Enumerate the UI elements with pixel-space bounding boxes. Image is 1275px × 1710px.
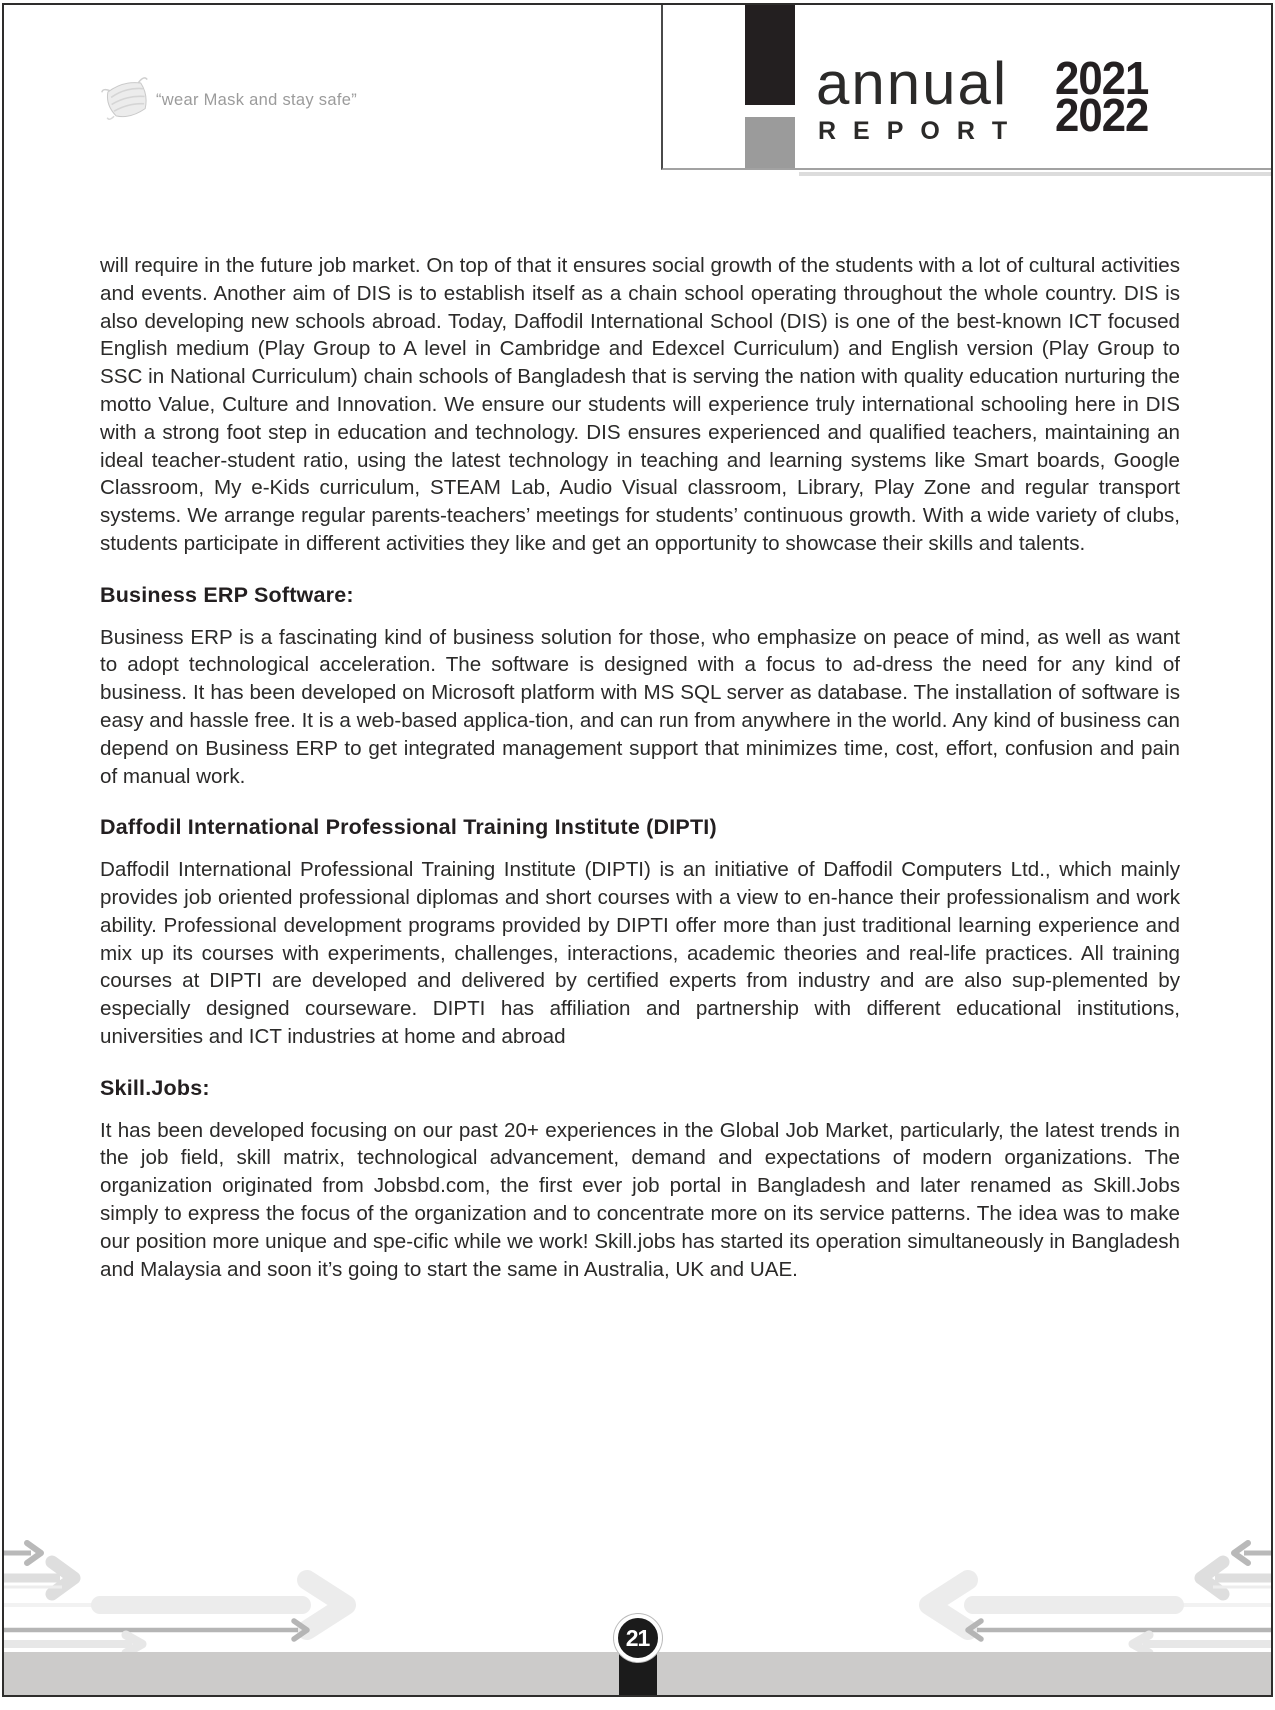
- report-page: [2, 3, 1273, 1697]
- year-top: 2021: [1055, 52, 1149, 104]
- masthead-years: [1055, 52, 1149, 141]
- page-number-badge: [614, 1614, 662, 1662]
- masthead-gray-block: [745, 117, 795, 168]
- arrows-right-icon: [4, 1540, 364, 1652]
- face-mask-icon: [97, 70, 158, 130]
- paragraph-business-erp: Business ERP is a fascinating kind of business solution for those, who emphasize on peace of mind, as well as want to adopt technological acceleration. The software is designed with a focus to ad-dress the need for any kind of business. It has been developed on Microsoft platform with MS SQL server as database. The installation of software is easy and hassle free. It is a web-based applica-tion, and can run from anywhere in the world. Any kind of business can depend on Business ERP to get integrated management support that minimizes time, cost, effort, confusion and pain of manual work.: [100, 625, 1180, 788]
- section-heading-skill-jobs: Skill.Jobs:: [100, 1075, 210, 1100]
- annual-report-masthead: [661, 5, 1271, 170]
- masthead-title-annual: annual: [816, 50, 1009, 117]
- section-heading-dipti: Daffodil International Professional Training Institute (DIPTI): [100, 815, 717, 840]
- page-body: [100, 252, 1180, 1283]
- paragraph-dipti: Daffodil International Professional Training Institute (DIPTI) is an initiative of Daffodil Computers Ltd., which mainly provides job oriented professional diplomas and short courses with a view to en-hance their professionalism and work ability. Professional development programs provided by DIPTI offer more than just traditional learning experience and mix up its courses with experiments, challenges, interactions, academic theories and real-life practices. All training courses at DIPTI are developed and delivered by certified experts from industry and are also sup-plemented by especially designed courseware. DIPTI has affiliation and partnership with different educational institutions, universities and ICT industries at home and abroad: [100, 858, 1180, 1048]
- paragraph-dis-overview: will require in the future job market. On top of that it ensures social growth of the students with a lot of cultural activities and events. Another aim of DIS is to establish itself as a chain school operating throughout the whole country. DIS is also developing new schools abroad. Today, Daffodil International School (DIS) is one of the best-known ICT focused English medium (Play Group to A level in Cambridge and Edexcel Curriculum) and English version (Play Group to SSC in National Curriculum) chain schools of Bangladesh that is serving the nation with quality education nurturing the motto Value, Culture and Innovation. We ensure our students will experience truly international schooling here in DIS with a strong foot step in education and technology. DIS ensures experienced and qualified teachers, maintaining an ideal teacher-student ratio, using the latest technology in teaching and learning systems like Smart boards, Google Classroom, My e-Kids curriculum, STEAM Lab, Audio Visual classroom, Library, Play Zone and regular transport systems. We arrange regular parents-teachers’ meetings for students’ continuous growth. With a wide variety of clubs, students participate in different activities they like and get an opportunity to showcase their skills and talents.: [100, 254, 1180, 555]
- page-number: 21: [625, 1624, 650, 1651]
- mask-safety-note: [102, 71, 432, 125]
- masthead-title-report: REPORT: [818, 118, 1025, 144]
- section-heading-business-erp: Business ERP Software:: [100, 582, 354, 607]
- paragraph-skill-jobs: It has been developed focusing on our past 20+ experiences in the Global Job Market, particularly, the latest trends in the job field, skill matrix, technological advancement, demand and expectations of modern organizations. The organization originated from Jobsbd.com, the first ever job portal in Bangladesh and later renamed as Skill.Jobs simply to express the focus of the organization and to concentrate more on its service patterns. The idea was to make our position more unique and spe-cific while we work! Skill.jobs has started its operation simultaneously in Bangladesh and Malaysia and soon it’s going to start the same in Australia, UK and UAE.: [100, 1118, 1180, 1281]
- arrows-left-icon: [911, 1540, 1271, 1652]
- masthead-black-block: [745, 5, 795, 105]
- masthead-shadow: [799, 172, 1271, 176]
- mask-caption: “wear Mask and stay safe”: [156, 91, 357, 109]
- year-bottom: 2022: [1055, 89, 1149, 141]
